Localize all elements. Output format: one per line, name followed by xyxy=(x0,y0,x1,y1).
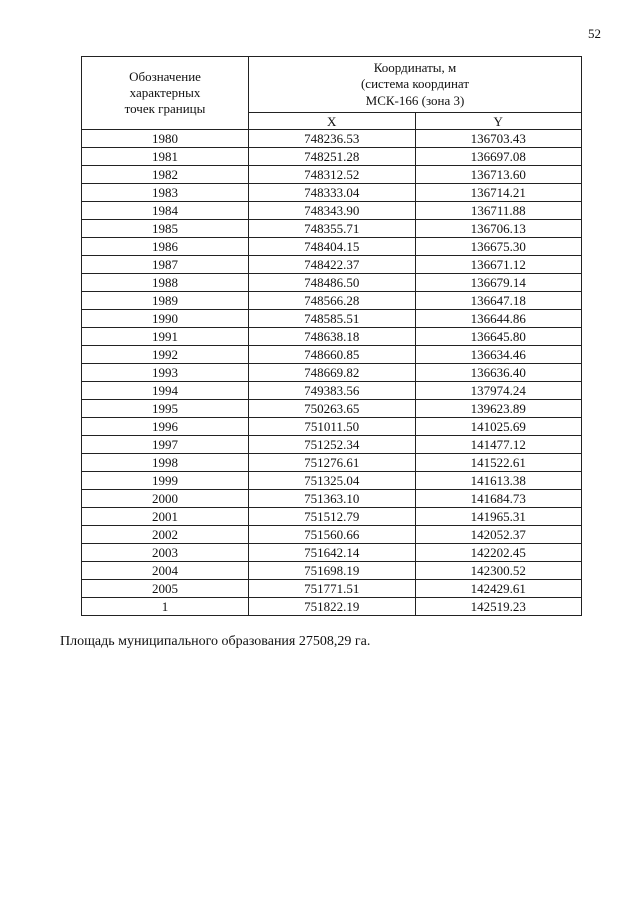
coordinates-table xyxy=(81,56,582,616)
table-body xyxy=(82,130,582,616)
table-row xyxy=(82,472,582,490)
designation-header xyxy=(82,57,249,130)
x-cell: 751560.66 xyxy=(249,526,416,544)
designation-header-line: Обозначение xyxy=(129,68,201,84)
y-cell: 142519.23 xyxy=(415,598,582,616)
y-cell: 141477.12 xyxy=(415,436,582,454)
table-row xyxy=(82,364,582,382)
point-cell: 1985 xyxy=(82,220,249,238)
y-cell: 136706.13 xyxy=(415,220,582,238)
x-cell: 748404.15 xyxy=(249,238,416,256)
y-cell: 136636.40 xyxy=(415,364,582,382)
table-row xyxy=(82,400,582,418)
point-cell: 1980 xyxy=(82,130,249,148)
table-row xyxy=(82,220,582,238)
y-cell: 136675.30 xyxy=(415,238,582,256)
x-cell: 751325.04 xyxy=(249,472,416,490)
table-row xyxy=(82,310,582,328)
y-cell: 141025.69 xyxy=(415,418,582,436)
x-cell: 748312.52 xyxy=(249,166,416,184)
point-cell: 1990 xyxy=(82,310,249,328)
table-row xyxy=(82,202,582,220)
coordinates-header-line: МСК-166 (зона 3) xyxy=(365,92,465,108)
table-row xyxy=(82,328,582,346)
point-cell: 1987 xyxy=(82,256,249,274)
point-cell: 1986 xyxy=(82,238,249,256)
table-row xyxy=(82,346,582,364)
x-cell: 748660.85 xyxy=(249,346,416,364)
coordinates-header-line: (система координат xyxy=(360,76,470,92)
table-row xyxy=(82,256,582,274)
y-cell: 139623.89 xyxy=(415,400,582,418)
y-cell: 142202.45 xyxy=(415,544,582,562)
y-cell: 136671.12 xyxy=(415,256,582,274)
y-cell: 136679.14 xyxy=(415,274,582,292)
y-cell: 136714.21 xyxy=(415,184,582,202)
y-cell: 141684.73 xyxy=(415,490,582,508)
table-row xyxy=(82,598,582,616)
x-cell: 751822.19 xyxy=(249,598,416,616)
y-cell: 136703.43 xyxy=(415,130,582,148)
y-cell: 136713.60 xyxy=(415,166,582,184)
table-row xyxy=(82,292,582,310)
x-cell: 751512.79 xyxy=(249,508,416,526)
table-row xyxy=(82,562,582,580)
y-cell: 142300.52 xyxy=(415,562,582,580)
page-number: 52 xyxy=(588,26,601,41)
table-row xyxy=(82,382,582,400)
point-cell: 1994 xyxy=(82,382,249,400)
point-cell: 2002 xyxy=(82,526,249,544)
table-row xyxy=(82,544,582,562)
x-cell: 751642.14 xyxy=(249,544,416,562)
x-cell: 751363.10 xyxy=(249,490,416,508)
x-cell: 751276.61 xyxy=(249,454,416,472)
y-cell: 141613.38 xyxy=(415,472,582,490)
x-cell: 748333.04 xyxy=(249,184,416,202)
y-cell: 137974.24 xyxy=(415,382,582,400)
y-cell: 142052.37 xyxy=(415,526,582,544)
table-row xyxy=(82,166,582,184)
point-cell: 2003 xyxy=(82,544,249,562)
y-cell: 136711.88 xyxy=(415,202,582,220)
y-cell: 136634.46 xyxy=(415,346,582,364)
designation-header-line: точек границы xyxy=(124,101,206,117)
point-cell: 2000 xyxy=(82,490,249,508)
y-cell: 141522.61 xyxy=(415,454,582,472)
x-cell: 748343.90 xyxy=(249,202,416,220)
x-cell: 751011.50 xyxy=(249,418,416,436)
table-row xyxy=(82,580,582,598)
point-cell: 1991 xyxy=(82,328,249,346)
point-cell: 2004 xyxy=(82,562,249,580)
x-cell: 748355.71 xyxy=(249,220,416,238)
y-column-header: Y xyxy=(415,113,582,130)
point-cell: 1982 xyxy=(82,166,249,184)
x-cell: 748585.51 xyxy=(249,310,416,328)
x-cell: 748251.28 xyxy=(249,148,416,166)
y-cell: 136644.86 xyxy=(415,310,582,328)
point-cell: 1999 xyxy=(82,472,249,490)
point-cell: 1995 xyxy=(82,400,249,418)
point-cell: 1983 xyxy=(82,184,249,202)
table-row xyxy=(82,274,582,292)
point-cell: 1988 xyxy=(82,274,249,292)
table-row xyxy=(82,184,582,202)
x-cell: 748669.82 xyxy=(249,364,416,382)
table-row xyxy=(82,436,582,454)
x-cell: 749383.56 xyxy=(249,382,416,400)
table-row xyxy=(82,526,582,544)
point-cell: 1998 xyxy=(82,454,249,472)
table-row xyxy=(82,490,582,508)
coordinates-header-line: Координаты, м xyxy=(373,60,457,76)
area-statement: Площадь муниципального образования 27508,29 га. xyxy=(60,634,371,649)
x-cell: 751771.51 xyxy=(249,580,416,598)
point-cell: 2005 xyxy=(82,580,249,598)
x-cell: 748566.28 xyxy=(249,292,416,310)
point-cell: 1984 xyxy=(82,202,249,220)
y-cell: 136645.80 xyxy=(415,328,582,346)
point-cell: 1996 xyxy=(82,418,249,436)
table-row xyxy=(82,130,582,148)
designation-header-line: характерных xyxy=(129,84,201,100)
y-cell: 136697.08 xyxy=(415,148,582,166)
table-row xyxy=(82,454,582,472)
x-cell: 748236.53 xyxy=(249,130,416,148)
x-cell: 751698.19 xyxy=(249,562,416,580)
x-cell: 748422.37 xyxy=(249,256,416,274)
x-cell: 748638.18 xyxy=(249,328,416,346)
point-cell: 1997 xyxy=(82,436,249,454)
coordinates-header xyxy=(249,57,582,113)
x-column-header: X xyxy=(249,113,416,130)
point-cell: 2001 xyxy=(82,508,249,526)
point-cell: 1989 xyxy=(82,292,249,310)
y-cell: 142429.61 xyxy=(415,580,582,598)
y-cell: 136647.18 xyxy=(415,292,582,310)
point-cell: 1 xyxy=(82,598,249,616)
point-cell: 1993 xyxy=(82,364,249,382)
table-row xyxy=(82,508,582,526)
table-row xyxy=(82,418,582,436)
point-cell: 1992 xyxy=(82,346,249,364)
table-row xyxy=(82,238,582,256)
point-cell: 1981 xyxy=(82,148,249,166)
x-cell: 751252.34 xyxy=(249,436,416,454)
table-row xyxy=(82,148,582,166)
x-cell: 750263.65 xyxy=(249,400,416,418)
x-cell: 748486.50 xyxy=(249,274,416,292)
y-cell: 141965.31 xyxy=(415,508,582,526)
